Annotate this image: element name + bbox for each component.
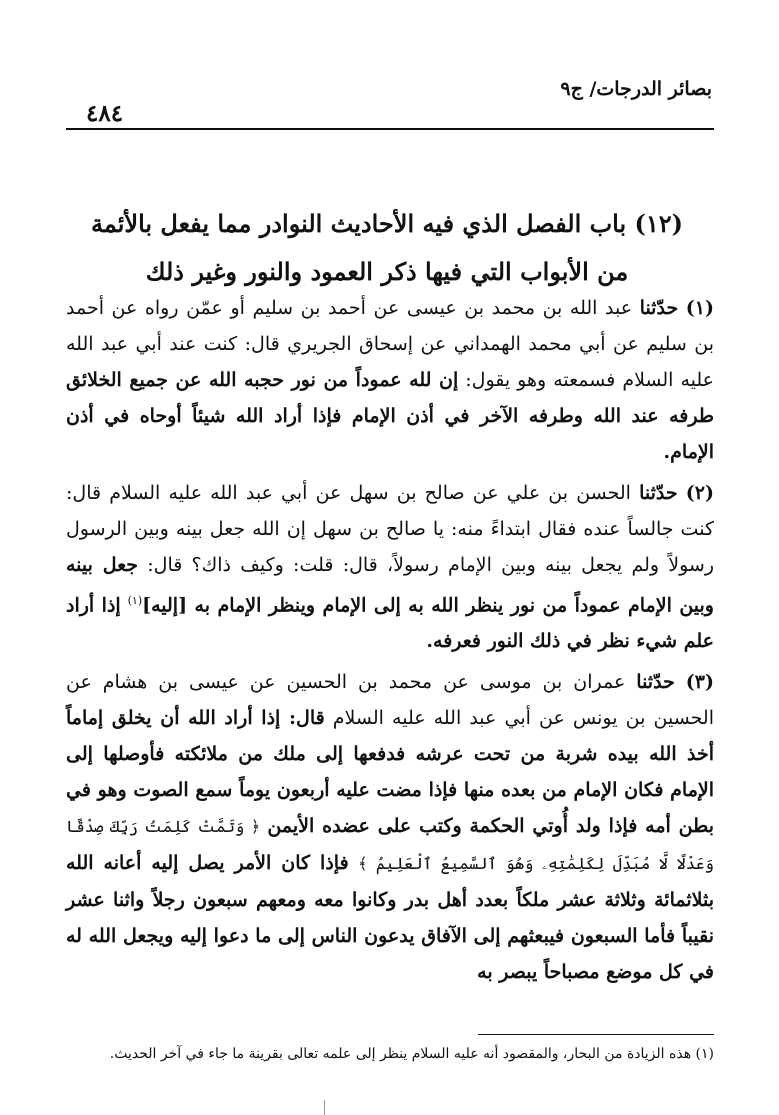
hadith-number: (١) [685,297,714,319]
page-header [86,78,712,126]
hadith-lead: حدّثنا [639,482,678,504]
chapter-title-line2: من الأبواب التي فيها ذكر العمود والنور وغير ذلك [145,257,629,286]
hadith-chain: عبد الله بن محمد بن عيسى عن أحمد بن سليم أو عمّن رواه عن أحمد بن سليم عن أبي محمد الهمداني عن إسحاق الجريري قال: كنت عند أبي عبد الله عليه السلام فسمعته وهو يقول: [66,297,715,391]
gutter-mark [324,1100,325,1115]
running-title: بصائر الدرجات/ ج٩ [560,78,712,100]
body-text [66,290,714,995]
chapter-title [60,200,714,296]
hadith-number: (٢) [685,482,715,504]
hadith-number: (٣) [685,671,714,694]
chapter-title-line1: (١٢) باب الفصل الذي فيه الأحاديث النوادر مما يفعل بالأئمة [90,209,684,238]
hadith-matn: قال: إذا أراد الله أن يخلق إماماً أخذ الله بيده شربة من تحت عرشه فدفعها إلى ملك من ملائكته فأوصلها إلى الإمام فكان الإمام من بعده منها فإذا مضت عليه أربعون يوماً سمع الصوت وهو في بطن أمه فإذا ولد أُوتي الحكمة وكتب على عضده الأيمن [66,707,714,838]
footnote-reference[interactable]: (١) [127,594,143,607]
page-number: ٤٨٤ [86,100,124,127]
hadith-matn-continued: إذا أراد علم شيء نظر في ذلك النور فعرفه. [66,594,714,653]
hadith-lead: حدّثنا [639,297,679,319]
hadith-lead: حدّثنا [636,671,675,694]
footnote-rule [478,1034,714,1035]
header-rule [66,128,714,130]
quran-verse: ﴿ وَتَمَّتْ كَلِمَتُ رَبِّكَ صِدْقًا وَعَدْلًا لَّا مُبَدِّلَ لِكَلِمَٰتِهِۦ وَهُوَ ٱلسَّمِيعُ ٱلْعَلِيمُ ﴾ [66,817,715,874]
hadith-matn: جعل بينه وبين الإمام عموداً من نور ينظر الله به إلى الإمام وينظر الإمام به [إليه] [66,554,714,617]
hadith-3 [66,664,714,990]
hadith-chain: الحسن بن علي عن صالح بن سهل عن أبي عبد الله عليه السلام قال: كنت جالساً عنده فقال ابتداءً منه: يا صالح بن سهل إن الله جعل بينه وبين الرسول رسولاً ولم يجعل بينه وبين الإمام رسولاً، قال: قلت: وكيف ذاك؟ قال: [66,482,715,576]
footnote: (١) هذه الزيادة من البحار، والمقصود أنه عليه السلام ينظر إلى علمه تعالى بقرينة ما جاء في آخر الحديث. [109,1046,714,1062]
hadith-matn: إن لله عموداً من نور حجبه الله عن جميع الخلائق طرفه عند الله وطرفه الآخر في أذن الإمام فإذا أراد الله شيئاً أوحاه في أذن الإمام. [66,369,714,463]
hadith-matn-continued: فإذا كان الأمر يصل إليه أعانه الله بثلاثمائة وثلاثة عشر ملكاً بعدد أهل بدر وكانوا معه ومعهم سبعون رجلاً واثنا عشر نقيباً فأما السبعون فيبعثهم إلى الآفاق يدعون الناس إلى ما دعوا إليه ويجعل الله له في كل موضع مصباحاً يبصر به [66,852,714,984]
hadith-chain: عمران بن موسى عن محمد بن الحسين عن عيسى بن هشام عن الحسين بن يونس عن أبي عبد الله عليه السلام [66,671,714,730]
hadith-1 [66,290,714,470]
hadith-2 [66,475,714,659]
